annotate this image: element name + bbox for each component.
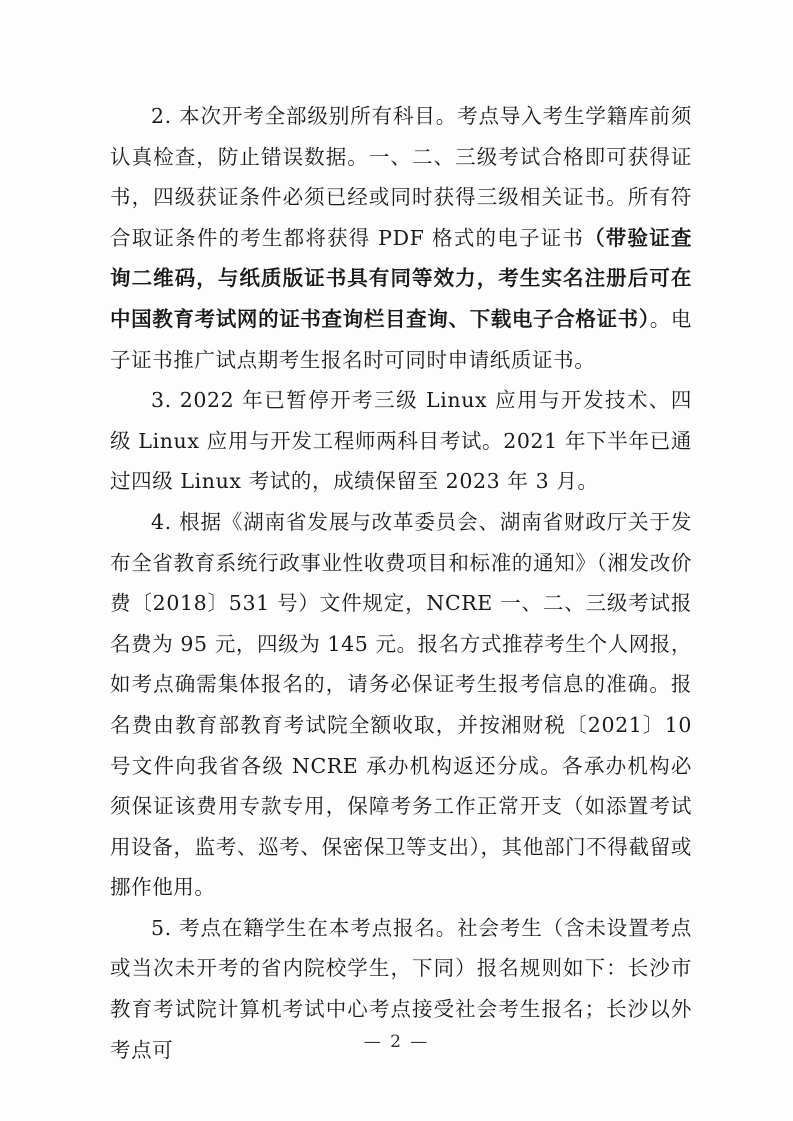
paragraph-text: 4. 根据《湖南省发展与改革委员会、湖南省财政厅关于发布全省教育系统行政事业性收费项目和标准的通知》（湘发改价费〔2018〕531 号）文件规定，NCRE 一、二、三级考试报名费为 95 元，四级为 145 元。报名方式推荐考生个人网报，如考点确需集体报名的，请务必保证考生报考信息的准确。报名费由教育部教育考试院全额收取，并按湘财税〔2021〕10 号文件向我省各级 NCRE 承办机构返还分成。各承办机构必须保证该费用专款专用，保障考务工作正常开支（如添置考试用设备，监考、巡考、保密保卫等支出），其他部门不得截留或挪作他用。 xyxy=(110,509,692,900)
paragraph-bold-text: （带验证查询二维码，与纸质版证书具有同等效力，考生实名注册后可在中国教育考试网的证书查询栏目查询、下载电子合格证书） xyxy=(110,225,692,331)
page-number: — 2 — xyxy=(363,1032,430,1052)
paragraph-text: 5. 考点在籍学生在本考点报名。社会考生（含未设置考点或当次未开考的省内院校学生，下同）报名规则如下：长沙市教育考试院计算机考试中心考点接受社会考生报名；长沙以外考点可 xyxy=(110,915,692,1062)
document-body xyxy=(110,96,692,1070)
paragraph-text-tail: 。电子证书推广试点期考生报名时可同时申请纸质证书。 xyxy=(110,306,692,372)
paragraph-text: 3. 2022 年已暂停开考三级 Linux 应用与开发技术、四级 Linux 应用与开发工程师两科目考试。2021 年下半年已通过四级 Linux 考试的，成绩保留至 2023 年 3 月。 xyxy=(110,388,692,494)
paragraph-item-3 xyxy=(110,380,692,502)
paragraph-item-2 xyxy=(110,96,692,380)
paragraph-text: 2. 本次开考全部级别所有科目。考点导入考生学籍库前须认真检查，防止错误数据。一、二、三级考试合格即可获得证书，四级获证条件必须已经或同时获得三级相关证书。所有符合取证条件的考生都将获得 PDF 格式的电子证书 xyxy=(110,104,692,250)
paragraph-item-4 xyxy=(110,502,692,908)
